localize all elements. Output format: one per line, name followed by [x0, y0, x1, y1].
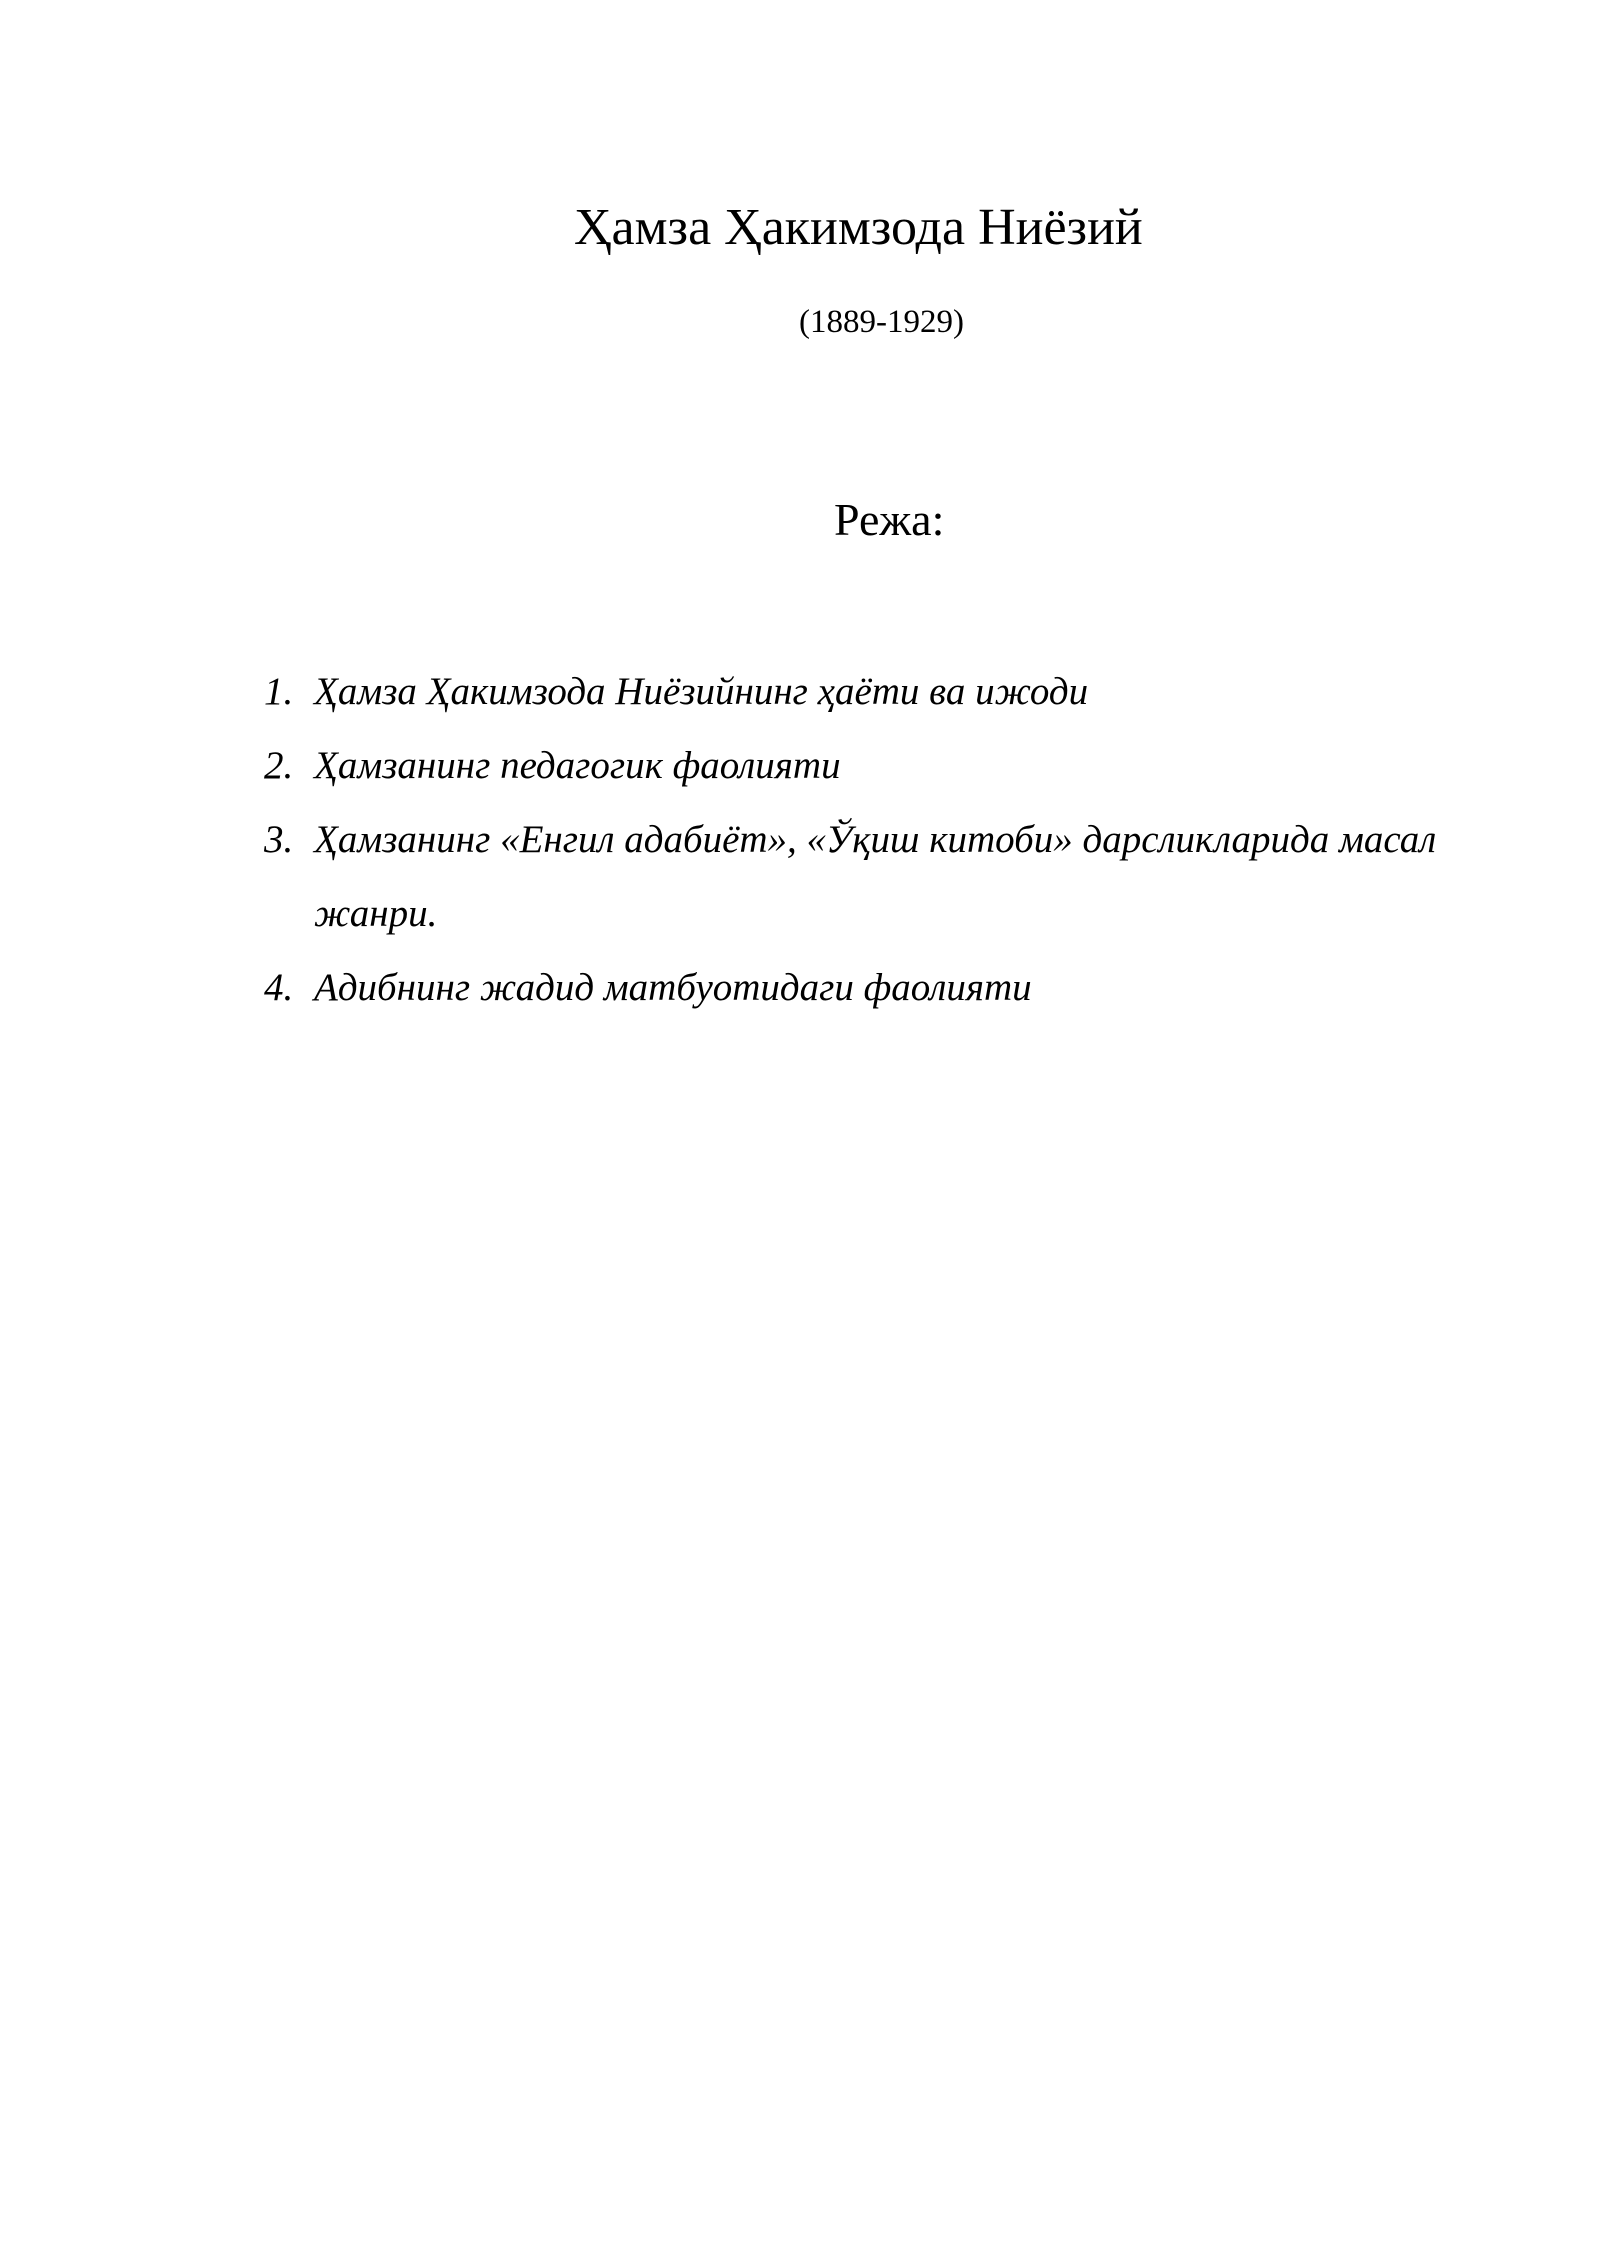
- plan-list: [264, 655, 1464, 1025]
- document-title: Ҳамза Ҳакимзода Ниёзий: [574, 199, 1143, 256]
- plan-item-number: 4.: [264, 966, 294, 1009]
- plan-item-text: Адибнинг жадид матбуотидаги фаолияти: [314, 966, 1032, 1009]
- plan-item-text: Ҳамзанинг «Енгил адабиёт», «Ўқиш китоби» дарсликларида масал жанри.: [314, 818, 1437, 935]
- plan-item-text: Ҳамзанинг педагогик фаолияти: [314, 744, 841, 787]
- plan-item-1: [264, 655, 1464, 729]
- plan-item-text: Ҳамза Ҳакимзода Ниёзийнинг ҳаёти ва ижоди: [314, 670, 1089, 713]
- plan-item-number: 3.: [264, 818, 294, 861]
- plan-item-4: [264, 951, 1464, 1025]
- plan-item-number: 1.: [264, 670, 294, 713]
- plan-heading: Режа:: [834, 494, 945, 545]
- plan-item-number: 2.: [264, 744, 294, 787]
- life-years: (1889-1929): [799, 304, 964, 340]
- plan-item-3: [264, 803, 1464, 951]
- plan-item-2: [264, 729, 1464, 803]
